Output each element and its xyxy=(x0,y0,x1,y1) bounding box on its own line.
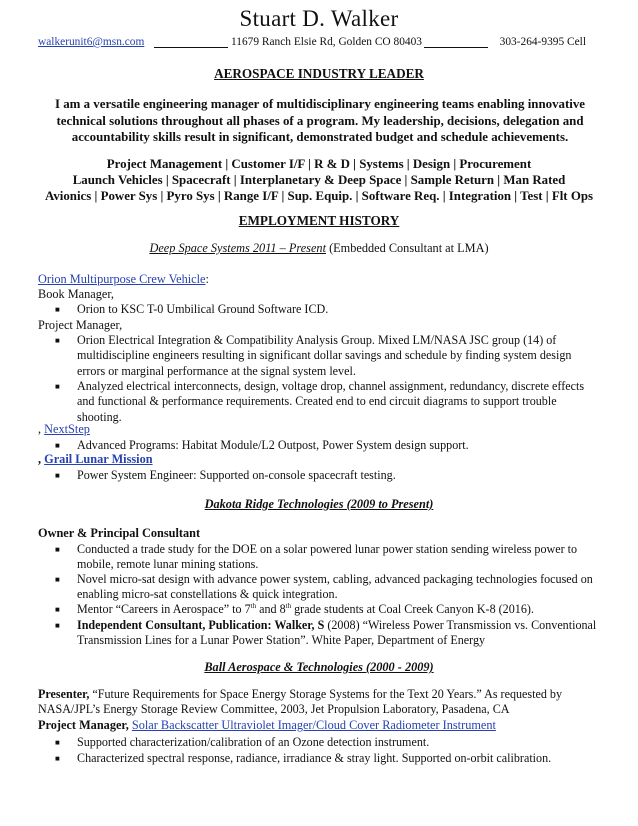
bullet-text: Orion Electrical Integration & Compatibility Analysis Group. Mixed LM/NASA JSC group (14) of multidiscipline engineers resulting in significant dollar savings and schedule by finding system design errors or marginal performance at the signal system level. xyxy=(77,333,572,378)
program-link-orion[interactable]: Orion Multipurpose Crew Vehicle xyxy=(38,272,206,286)
bullet-icon: ■ xyxy=(55,305,60,314)
candidate-name: Stuart D. Walker xyxy=(239,6,399,31)
contact-divider xyxy=(154,47,228,48)
bullet-icon: ■ xyxy=(55,754,60,763)
company-role: (Embedded Consultant at LMA) xyxy=(329,241,489,255)
bullet-icon: ■ xyxy=(55,545,60,554)
company-name: Dakota Ridge Technologies (2009 to Present) xyxy=(204,497,434,511)
skills-line: Launch Vehicles | Spacecraft | Interplanetary & Deep Space | Sample Return | Man Rated xyxy=(72,173,566,187)
bullet-icon: ■ xyxy=(55,471,60,480)
program-link-sbuv[interactable]: Solar Backscatter Ultraviolet Imager/Cloud Cover Radiometer Instrument xyxy=(131,718,496,732)
company-header-dakota xyxy=(0,497,638,512)
role-title: Owner & Principal Consultant xyxy=(38,526,201,540)
employment-heading: EMPLOYMENT HISTORY xyxy=(238,213,400,228)
skills-line: Avionics | Power Sys | Pyro Sys | Range I/F | Sup. Equip. | Software Req. | Integration | Test | Flt Ops xyxy=(44,189,594,203)
bullet-text: Conducted a trade study for the DOE on a solar powered lunar power station sending wireless power to mobile, remote lunar mining stations. xyxy=(77,542,578,572)
bullet-text: Analyzed electrical interconnects, design, voltage drop, channel assignment, redundancy, discrete effects and functional & performance requirements. Created end to end circuit diagrams to support trouble shooting. xyxy=(77,379,585,424)
summary-paragraph: I am a versatile engineering manager of multidisciplinary engineering teams enabling innovative technical solutions throughout all phases of a program. My leadership, decisions, delegation and accountability skills result in significant, demonstrated budget and schedule achievements. xyxy=(54,97,586,144)
role-title: Project Manager, xyxy=(38,718,129,732)
bullet-text: Advanced Programs: Habitat Module/L2 Outpost, Power System design support. xyxy=(77,438,469,452)
bullet-icon: ■ xyxy=(55,382,60,391)
bullet-icon: ■ xyxy=(55,621,60,630)
email-link[interactable]: walkerunit6@msn.com xyxy=(38,36,145,48)
resume-title: AEROSPACE INDUSTRY LEADER xyxy=(214,66,424,81)
program-prefix: , xyxy=(38,452,45,466)
bullet-text: Novel micro-sat design with advance power system, cabling, advanced packaging technologies focused on enabling micro-sat constellations & quick integration. xyxy=(77,572,593,602)
bullet-text: Independent Consultant, Publication: Walker, S (2008) “Wireless Power Transmission vs. Conventional Transmission Lines for a Lunar Power Station”. White Paper, Department of Energy xyxy=(77,618,597,648)
bullet-text: Mentor “Careers in Aerospace” to 7th and 8th grade students at Coal Creek Canyon K-8 (2016). xyxy=(77,601,534,616)
bullet-text: Characterized spectral response, radiance, irradiance & stray light. Supported on-orbit calibration. xyxy=(77,751,552,765)
skills-line: Project Management | Customer I/F | R & D | Systems | Design | Procurement xyxy=(106,157,532,171)
bullet-icon: ■ xyxy=(55,738,60,747)
program-line xyxy=(38,272,209,287)
program-suffix: : xyxy=(205,272,209,286)
bullet-icon: ■ xyxy=(55,336,60,345)
program-prefix: , xyxy=(38,422,45,436)
company-name: Deep Space Systems 2011 – Present xyxy=(149,241,326,255)
program-link-grail[interactable]: Grail Lunar Mission xyxy=(44,452,153,466)
program-line xyxy=(38,718,496,733)
company-header-ball xyxy=(0,660,638,675)
program-line xyxy=(38,452,153,467)
company-header-dss xyxy=(0,241,638,256)
address-text: 11679 Ranch Elsie Rd, Golden CO 80403 xyxy=(231,36,422,48)
contact-line xyxy=(38,36,604,50)
role-title: Project Manager, xyxy=(38,318,123,332)
bullet-icon: ■ xyxy=(55,575,60,584)
bullet-text: Power System Engineer: Supported on-console spacecraft testing. xyxy=(77,468,396,482)
bullet-text: Orion to KSC T-0 Umbilical Ground Software ICD. xyxy=(77,302,329,316)
company-name: Ball Aerospace & Technologies (2000 - 2009) xyxy=(204,660,434,674)
bullet-icon: ■ xyxy=(55,605,60,614)
contact-divider xyxy=(424,47,488,48)
program-link-nextstep[interactable]: NextStep xyxy=(44,422,90,436)
bullet-text: Supported characterization/calibration of an Ozone detection instrument. xyxy=(77,735,430,749)
role-title: Book Manager, xyxy=(38,287,115,301)
program-line xyxy=(38,422,90,437)
bullet-icon: ■ xyxy=(55,441,60,450)
presenter-paragraph: Presenter, “Future Requirements for Space Energy Storage Systems for the Text 20 Years.” As requested by NASA/JPL’s Energy Storage Review Committee, 2003, Jet Propulsion Laboratory, Pasadena, CA xyxy=(38,687,563,717)
phone-text: 303-264-9395 Cell xyxy=(499,36,586,48)
